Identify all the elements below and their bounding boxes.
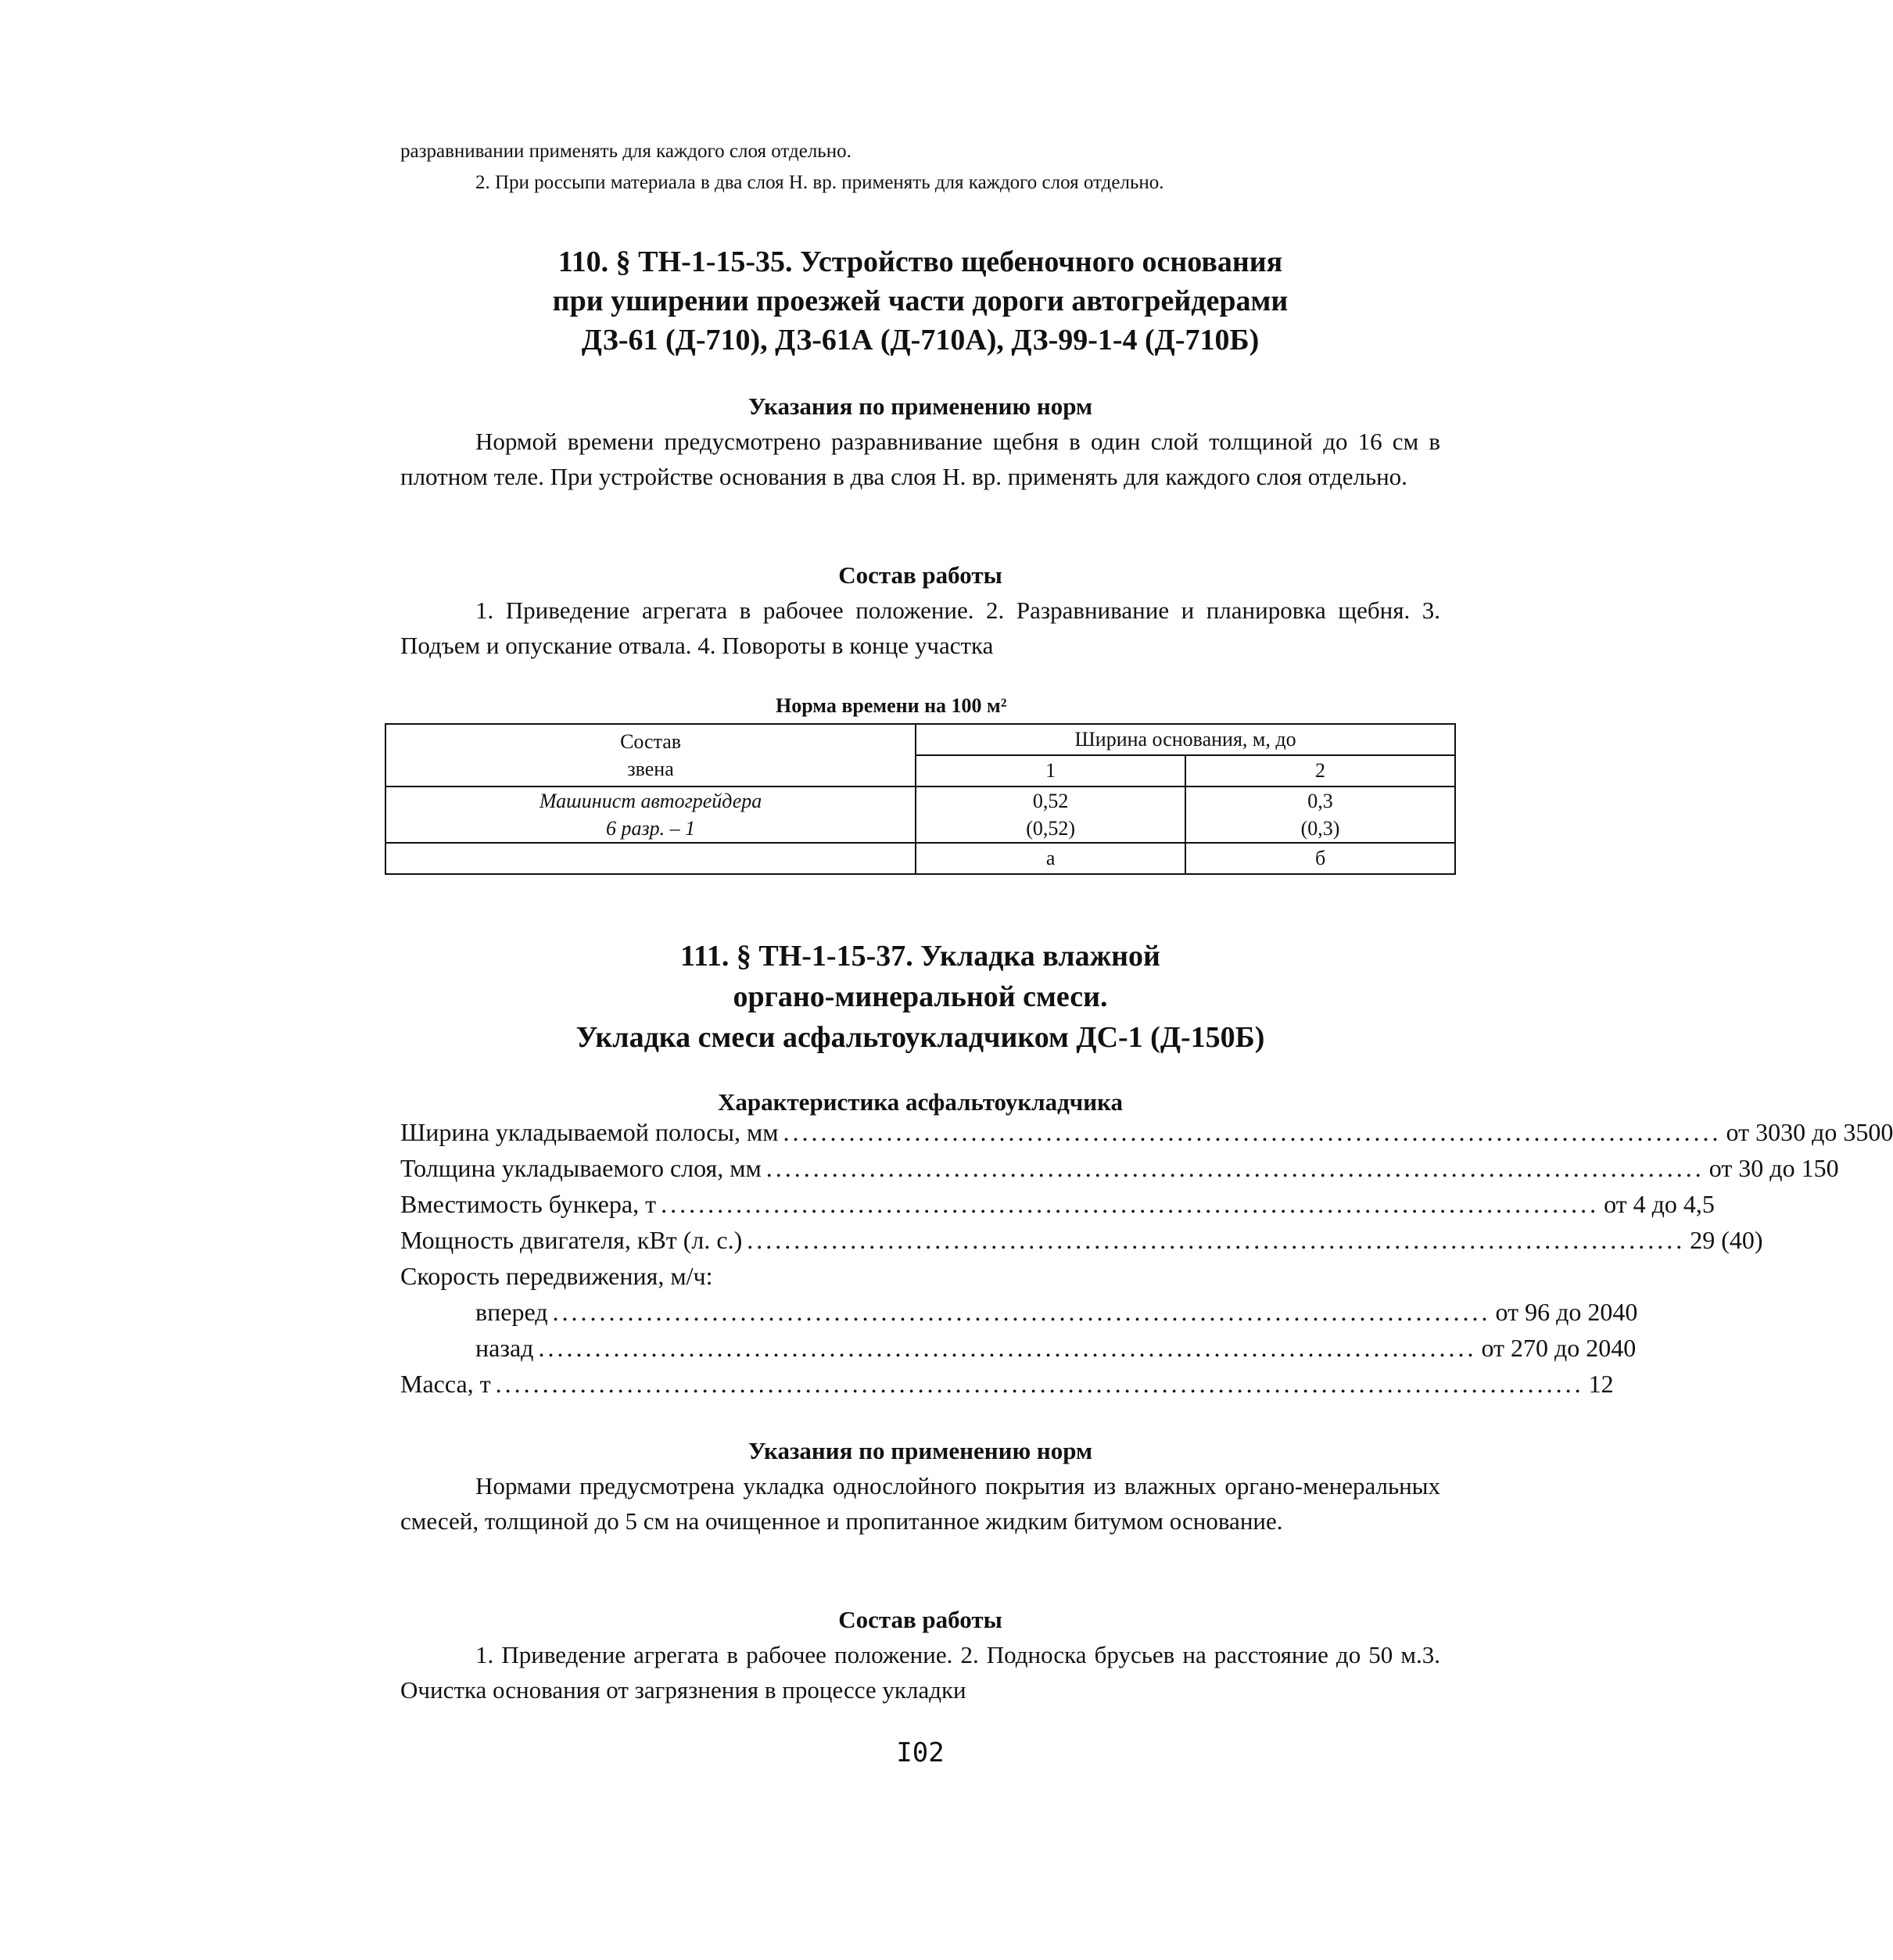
spec-label: Ширина укладываемой полосы, мм	[400, 1118, 779, 1146]
spec-row-width	[400, 1114, 1893, 1150]
dot-leader: ....................................................................................................	[538, 1334, 1477, 1362]
value-2-cell	[1185, 787, 1455, 843]
spec-label: Масса, т	[400, 1370, 491, 1398]
section111-title-line1: 111. § ТН-1-15-37. Укладка влажной	[680, 940, 1160, 973]
spec-row-hopper	[400, 1186, 1715, 1222]
spec-row-speed-forward	[475, 1294, 1638, 1330]
spec-row-mass	[400, 1366, 1614, 1402]
spec-label: назад	[475, 1334, 534, 1362]
crew-line1: Машинист автогрейдера	[539, 790, 762, 812]
section110-guidance-text: Нормой времени предусмотрено разравнивание щебня в один слой толщиной до 16 см в плотном теле. При устройстве основания в два слоя Н. вр. применять для каждого слоя отдельно.	[400, 428, 1440, 490]
spec-value: от 30 до 150	[1708, 1154, 1839, 1182]
dot-leader: ....................................................................................................	[552, 1298, 1491, 1326]
section111-title-line3: Укладка смеси асфальтоукладчиком ДС-1 (Д-150Б)	[575, 1021, 1265, 1054]
index-a-cell: а	[916, 843, 1185, 874]
spec-row-speed-back	[475, 1330, 1637, 1366]
crew-line2: 6 разр. – 1	[606, 817, 696, 840]
top-note-line1: разравнивании применять для каждого слоя отдельно.	[400, 141, 851, 162]
section111-guidance-heading: Указания по применению норм	[748, 1437, 1093, 1464]
norm-table-caption: Норма времени на 100 м²	[776, 694, 1007, 717]
dot-leader: ....................................................................................................	[661, 1190, 1600, 1218]
norm-table	[385, 723, 1456, 875]
speed-label: Скорость передвижения, м/ч:	[400, 1262, 713, 1290]
dot-leader: ....................................................................................................	[783, 1118, 1722, 1146]
width-header-cell: Ширина основания, м, до	[916, 724, 1455, 755]
dot-leader: ....................................................................................................	[765, 1154, 1705, 1182]
section111-work-heading: Состав работы	[838, 1606, 1002, 1633]
spec-value: 12	[1588, 1370, 1614, 1398]
section110-guidance-heading: Указания по применению норм	[748, 392, 1093, 420]
spec-label: Мощность двигателя, кВт (л. с.)	[400, 1226, 743, 1254]
spec-heading: Характеристика асфальтоукладчика	[717, 1088, 1124, 1116]
dot-leader: ....................................................................................................	[747, 1226, 1686, 1254]
page-number: I02	[896, 1737, 945, 1768]
crew-header-line1: Состав	[620, 730, 682, 753]
section110-title-line3: ДЗ-61 (Д-710), ДЗ-61А (Д-710А), ДЗ-99-1-4 (Д-710Б)	[581, 324, 1260, 357]
section110-title-line1: 110. § ТН-1-15-35. Устройство щебеночного основания	[558, 245, 1283, 278]
spec-value: от 270 до 2040	[1481, 1334, 1637, 1362]
crew-header-line2: звена	[627, 758, 674, 780]
value-1-cell	[916, 787, 1185, 843]
crew-header-cell	[385, 724, 916, 787]
spec-value: от 3030 до 3500	[1726, 1118, 1893, 1146]
width-2-cell: 2	[1185, 755, 1455, 787]
width-1-cell: 1	[916, 755, 1185, 787]
spec-value: от 96 до 2040	[1495, 1298, 1638, 1326]
value-1-line2: (0,52)	[1026, 817, 1076, 840]
spec-row-power	[400, 1222, 1763, 1258]
value-2-line1: 0,3	[1307, 790, 1333, 812]
index-empty-cell	[385, 843, 916, 874]
spec-value: от 4 до 4,5	[1604, 1190, 1715, 1218]
spec-row-speed-label	[400, 1258, 1425, 1294]
dot-leader: ....................................................................................................................	[495, 1370, 1584, 1398]
section110-work-text: 1. Приведение агрегата в рабочее положение. 2. Разравнивание и планировка щебня. 3. Подъем и опускание отвала. 4. Повороты в конце участка	[400, 597, 1440, 659]
spec-label: Толщина укладываемого слоя, мм	[400, 1154, 762, 1182]
spec-label: Вместимость бункера, т	[400, 1190, 657, 1218]
top-note-line2: 2. При россыпи материала в два слоя Н. вр. применять для каждого слоя отдельно.	[475, 172, 1164, 193]
spec-row-thickness	[400, 1150, 1839, 1186]
section111-title-line2: органо-минеральной смеси.	[733, 980, 1108, 1013]
spec-value: 29 (40)	[1690, 1226, 1763, 1254]
crew-cell	[385, 787, 916, 843]
value-2-line2: (0,3)	[1300, 817, 1340, 840]
section111-work-text: 1. Приведение агрегата в рабочее положение. 2. Подноска брусьев на расстояние до 50 м.3. Очистка основания от загрязнения в процессе укладки	[400, 1641, 1440, 1704]
section110-title-line2: при уширении проезжей части дороги автогрейдерами	[552, 285, 1289, 317]
value-1-line1: 0,52	[1032, 790, 1069, 812]
spec-label: вперед	[475, 1298, 548, 1326]
section111-guidance-text: Нормами предусмотрена укладка однослойного покрытия из влажных органо-менеральных смесей, толщиной до 5 см на очищенное и пропитанное жидким битумом основание.	[400, 1472, 1440, 1535]
index-b-cell: б	[1185, 843, 1455, 874]
section110-work-heading: Состав работы	[838, 561, 1002, 589]
